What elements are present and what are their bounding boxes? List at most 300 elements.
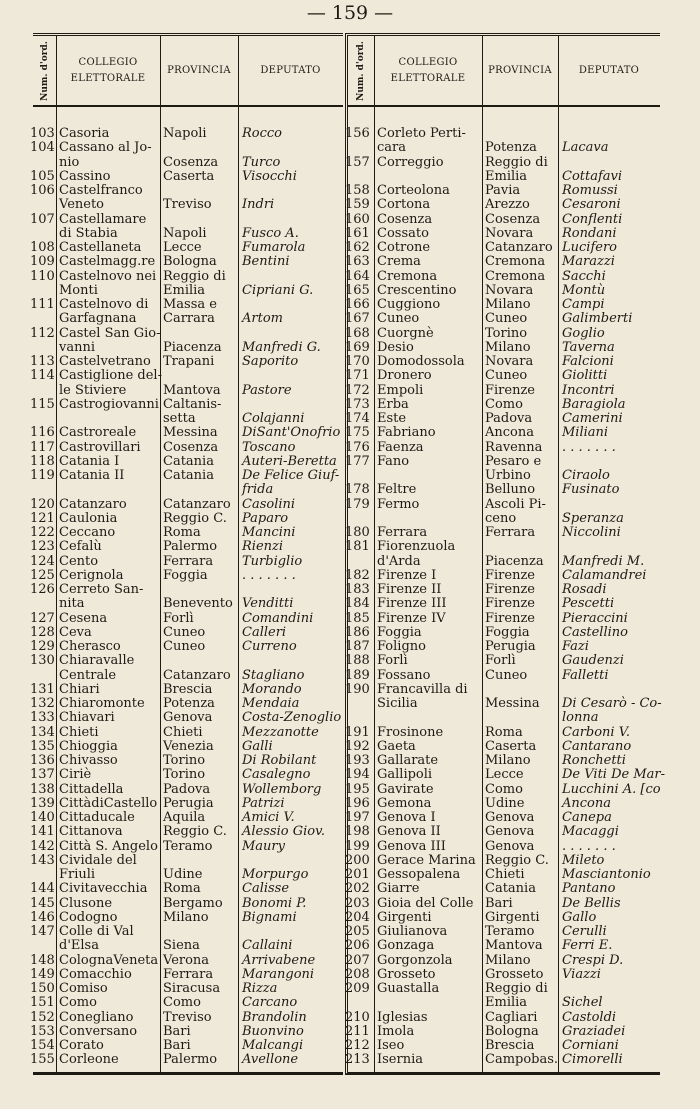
provincia-cell: Firenze [485, 567, 536, 583]
row-number: 147 [30, 924, 55, 939]
deputato-cell: Macaggi [562, 824, 619, 840]
deputato-cell: Lucifero [562, 240, 617, 255]
row-number: 143 [30, 852, 55, 868]
provincia-cell: Potenza [485, 140, 537, 156]
table-row [30, 439, 343, 455]
header-num: Num. d'ord. [39, 40, 50, 101]
header-num: Num. d'ord. [356, 40, 366, 101]
collegio-cell: Cento [59, 553, 99, 569]
table-row [345, 126, 660, 141]
collegio-cell: Firenze IV [377, 610, 446, 626]
deputato-cell: Indri [242, 197, 275, 213]
provincia-cell: Cremona [485, 254, 546, 270]
deputato-cell: Mileto [562, 852, 605, 868]
collegio-cell: Castrovillari [59, 439, 141, 455]
row-number: 131 [30, 681, 55, 697]
table-row [345, 425, 660, 441]
table-row [33, 156, 343, 170]
provincia-cell: Catania [163, 468, 214, 483]
row-number: 153 [30, 1023, 55, 1039]
collegio-cell: Correggio [377, 154, 444, 170]
row-number: 104 [30, 140, 55, 156]
row-number: 126 [30, 582, 55, 597]
table-row [345, 496, 660, 512]
table-row [345, 624, 660, 640]
row-number: 144 [30, 881, 55, 897]
table-row [30, 696, 343, 711]
row-number: 168 [345, 325, 370, 341]
provincia-cell: Messina [485, 696, 540, 711]
row-number: 203 [345, 895, 370, 911]
table-row [345, 938, 660, 954]
provincia-cell: Ferrara [163, 553, 214, 569]
provincia-cell: Genova [163, 710, 213, 726]
row-number: 141 [30, 824, 55, 840]
deputato-cell: Visocchi [242, 168, 297, 184]
deputato-cell: Graziadei [562, 1023, 626, 1039]
deputato-cell: Baragiola [562, 396, 626, 412]
collegio-cell: Cossato [377, 225, 429, 241]
deputato-cell: De Viti De Mar- [562, 767, 665, 783]
table-row [345, 824, 660, 840]
row-number: 124 [30, 553, 55, 569]
table-row [345, 197, 660, 213]
deputato-cell: Ferri E. [562, 938, 613, 954]
provincia-cell: Roma [485, 724, 523, 740]
header-deputato: DEPUTATO [260, 64, 321, 76]
collegio-cell: nita [59, 596, 85, 612]
provincia-cell: Reggio C. [485, 852, 549, 868]
table-row [33, 597, 343, 611]
table-row [33, 868, 343, 882]
collegio-cell: Friuli [59, 867, 96, 882]
deputato-cell: De Bellis [562, 895, 621, 911]
deputato-cell: Marazzi [562, 254, 615, 270]
deputato-cell: Turco [242, 154, 281, 170]
provincia-cell: Torino [163, 767, 206, 783]
deputato-cell: Calleri [242, 624, 287, 640]
deputato-cell: Artom [242, 311, 283, 327]
row-number: 125 [30, 567, 55, 583]
table-row [345, 1052, 660, 1068]
row-number: 183 [345, 582, 370, 597]
collegio-cell: Catania II [59, 468, 125, 483]
collegio-cell: Firenze II [377, 582, 442, 597]
provincia-cell: Firenze [485, 610, 536, 626]
row-number: 113 [30, 354, 55, 369]
provincia-cell: Palermo [163, 539, 218, 555]
provincia-cell: Firenze [485, 382, 536, 398]
collegio-cell: Girgenti [377, 909, 432, 925]
row-number: 162 [345, 240, 370, 255]
provincia-cell: Ascoli Pi- [485, 496, 546, 512]
deputato-cell: Curreno [242, 639, 297, 654]
table-row [30, 510, 343, 526]
right-rows [345, 126, 665, 1068]
provincia-cell: Roma [163, 881, 201, 897]
row-number: 118 [30, 453, 55, 469]
table-row [345, 225, 660, 241]
deputato-cell: Crespi D. [562, 952, 624, 968]
collegio-cell: Comiso [59, 981, 108, 996]
table-row [348, 469, 660, 483]
row-number: 112 [30, 325, 55, 341]
collegio-cell: Cherasco [59, 639, 121, 654]
row-number: 109 [30, 254, 55, 270]
deputato-cell: Ronchetti [562, 753, 626, 768]
row-number: 108 [30, 240, 55, 255]
row-number: 189 [345, 667, 370, 683]
table-row [30, 140, 343, 156]
deputato-cell: Conflenti [562, 211, 623, 227]
deputato-cell: Castoldi [562, 1009, 617, 1025]
deputato-cell: Bentini [242, 254, 290, 270]
row-number: 212 [345, 1038, 370, 1053]
provincia-cell: Siena [163, 938, 200, 954]
table-row [30, 168, 343, 184]
deputato-cell: Brandolin [242, 1009, 307, 1025]
table-row [345, 268, 660, 284]
deputato-cell: Stagliano [242, 667, 305, 683]
row-number: 138 [30, 781, 55, 797]
collegio-cell: Cassano al Jo- [59, 140, 152, 156]
table-row [30, 995, 343, 1011]
row-number: 123 [30, 539, 55, 555]
deputato-cell: Turbiglio [242, 553, 303, 569]
table-row [30, 738, 343, 754]
deputato-cell: frida [242, 482, 274, 498]
row-number: 161 [345, 225, 370, 241]
row-number: 192 [345, 738, 370, 754]
collegio-cell: Foggia [377, 624, 422, 640]
collegio-cell: di Stabia [59, 225, 118, 241]
deputato-cell: Calamandrei [562, 567, 647, 583]
row-number: 105 [30, 168, 55, 184]
table-row [345, 154, 660, 170]
collegio-cell: Imola [377, 1023, 415, 1039]
table-row [345, 525, 660, 540]
collegio-cell: Sicilia [377, 696, 418, 711]
deputato-cell: Montù [562, 282, 606, 298]
table-row [30, 624, 343, 640]
table-row [345, 354, 660, 369]
provincia-cell: Urbino [485, 468, 531, 483]
table-row [30, 881, 343, 897]
collegio-cell: Faenza [377, 439, 424, 455]
row-number: 140 [30, 810, 55, 825]
provincia-cell: Catania [485, 881, 536, 897]
collegio-cell: Genova II [377, 824, 441, 840]
deputato-cell: Casalegno [242, 767, 311, 783]
table-row [345, 254, 660, 270]
provincia-cell: Napoli [163, 225, 207, 241]
collegio-cell: cara [377, 140, 406, 156]
table-row [30, 1052, 343, 1068]
deputato-cell: Patrizi [242, 795, 285, 811]
table-row [30, 653, 343, 669]
deputato-cell: Falletti [562, 667, 609, 683]
provincia-cell: Como [485, 396, 523, 412]
row-number: 199 [345, 838, 370, 854]
collegio-cell: Civitavecchia [59, 881, 148, 897]
row-number: 115 [30, 396, 55, 412]
provincia-cell: Caltanis- [163, 396, 222, 412]
provincia-cell: Mantova [163, 382, 221, 398]
provincia-cell: Carrara [163, 311, 215, 327]
collegio-cell: Dronero [377, 368, 432, 384]
provincia-cell: Belluno [485, 482, 536, 498]
table-row [30, 753, 343, 768]
deputato-cell: Mezzanotte [242, 724, 319, 740]
deputato-cell: Wollemborg [242, 781, 322, 797]
collegio-cell: Grosseto [377, 966, 436, 982]
provincia-cell: Bari [163, 1023, 191, 1039]
deputato-cell: Goglio [562, 325, 605, 341]
provincia-cell: Novara [485, 225, 534, 241]
deputato-cell: Casolini [242, 496, 296, 512]
row-number: 186 [345, 624, 370, 640]
collegio-cell: Castelnovo nei [59, 268, 157, 284]
row-number: 133 [30, 710, 55, 726]
provincia-cell: Roma [163, 525, 201, 540]
collegio-cell: Fano [377, 453, 410, 469]
collegio-cell: Centrale [59, 667, 117, 683]
table-row [30, 425, 343, 441]
row-number: 170 [345, 354, 370, 369]
provincia-cell: Bergamo [163, 895, 223, 911]
provincia-cell: Cosenza [163, 154, 219, 170]
row-number: 159 [345, 197, 370, 213]
table-row [30, 781, 343, 797]
deputato-cell: Fusinato [562, 482, 620, 498]
collegio-cell: Castelvetrano [59, 354, 151, 369]
table-row [345, 368, 660, 384]
table-row [30, 852, 343, 868]
collegio-cell: Este [377, 411, 407, 426]
table-row [348, 697, 660, 711]
provincia-cell: Ferrara [485, 525, 536, 540]
provincia-cell: Milano [485, 297, 531, 312]
table-row [30, 183, 343, 198]
table-row [30, 567, 343, 583]
page-number: — 159 — [306, 2, 394, 24]
row-number: 150 [30, 981, 55, 996]
table-row [345, 482, 660, 498]
provincia-cell: Cosenza [163, 439, 219, 455]
deputato-cell: Arrivabene [242, 952, 316, 968]
deputato-cell: . . . . . . . [562, 838, 616, 854]
collegio-cell: Fossano [377, 667, 431, 683]
row-number: 184 [345, 596, 370, 612]
table-row [30, 396, 343, 412]
provincia-cell: ceno [485, 510, 517, 526]
row-number: 145 [30, 895, 55, 911]
provincia-cell: Reggio di [485, 154, 548, 170]
header-deputato: DEPUTATO [578, 64, 640, 76]
table-row [30, 297, 343, 312]
row-number: 154 [30, 1038, 55, 1053]
collegio-cell: Forlì [377, 653, 408, 669]
provincia-cell: Milano [485, 339, 531, 355]
provincia-cell: Cuneo [485, 368, 528, 384]
table-row [345, 382, 660, 398]
table-row [345, 881, 660, 897]
provincia-cell: Lecce [163, 240, 202, 255]
provincia-cell: Forlì [163, 610, 194, 626]
provincia-cell: Genova [485, 810, 535, 825]
collegio-cell: Cividale del [59, 852, 137, 868]
provincia-cell: Potenza [163, 696, 215, 711]
table-row [345, 311, 660, 327]
collegio-cell: Cuggiono [377, 297, 441, 312]
table-row [345, 610, 660, 626]
provincia-cell: Cremona [485, 268, 546, 284]
table-row [30, 724, 343, 740]
row-number: 211 [345, 1023, 370, 1039]
deputato-cell: Pastore [242, 382, 292, 398]
row-number: 151 [30, 995, 55, 1011]
deputato-cell: Rosadi [562, 582, 607, 597]
deputato-cell: Romussi [562, 183, 618, 198]
row-number: 132 [30, 696, 55, 711]
deputato-cell: Lucchini A. [co [562, 781, 661, 797]
row-number: 204 [345, 909, 370, 925]
row-number: 188 [345, 653, 370, 669]
deputato-cell: Di Cesarò - Co- [562, 696, 662, 711]
provincia-cell: Chieti [163, 724, 203, 740]
collegio-cell: Crescentino [377, 282, 457, 298]
provincia-cell: Cosenza [485, 211, 541, 227]
provincia-cell: Reggio di [163, 268, 226, 284]
deputato-cell: Manfredi M. [562, 553, 645, 569]
table-row [345, 724, 660, 740]
deputato-cell: Bonomi P. [242, 895, 307, 911]
row-number: 213 [345, 1052, 370, 1068]
row-number: 135 [30, 738, 55, 754]
deputato-cell: Saporito [242, 354, 299, 369]
table-row [345, 596, 660, 612]
collegio-cell: Monti [59, 282, 98, 298]
collegio-cell: Gaeta [377, 738, 416, 754]
table-row [30, 909, 343, 925]
deputato-cell: Mancini [242, 525, 296, 540]
provincia-cell: Ravenna [485, 439, 543, 455]
row-number: 206 [345, 938, 370, 954]
provincia-cell: Caserta [163, 168, 215, 184]
row-number: 130 [30, 653, 55, 669]
table-row [33, 384, 343, 398]
collegio-cell: Garfagnana [59, 311, 137, 327]
collegio-cell: Gavirate [377, 781, 434, 797]
provincia-cell: Torino [485, 325, 528, 341]
collegio-cell: vanni [59, 339, 95, 355]
row-number: 122 [30, 525, 55, 540]
table-row [30, 710, 343, 726]
row-number: 190 [345, 681, 370, 697]
provincia-cell: Bologna [485, 1023, 539, 1039]
deputato-cell: Toscano [242, 439, 296, 455]
deputato-cell: Speranza [562, 510, 624, 526]
table-row [30, 126, 343, 141]
provincia-cell: Ferrara [163, 966, 214, 982]
deputato-cell: Campi [562, 297, 605, 312]
table-row [345, 211, 660, 227]
table-row [348, 996, 660, 1010]
table-row [30, 368, 343, 384]
deputato-cell: Galimberti [562, 311, 633, 327]
table-row [30, 1038, 343, 1053]
provincia-cell: Treviso [163, 1009, 212, 1025]
deputato-cell: Giolitti [562, 368, 608, 384]
table-row [345, 1038, 660, 1053]
table-row [30, 981, 343, 996]
provincia-cell: Teramo [163, 838, 213, 854]
row-number: 200 [345, 852, 370, 868]
row-number: 172 [345, 382, 370, 398]
table-row [33, 312, 343, 326]
collegio-cell: Chiari [59, 681, 100, 697]
provincia-cell: Padova [485, 411, 533, 426]
provincia-cell: Aquila [163, 810, 206, 825]
table-row [345, 411, 660, 426]
deputato-cell: Cimorelli [562, 1052, 623, 1068]
provincia-cell: Genova [485, 824, 535, 840]
table-row [30, 681, 343, 697]
provincia-cell: Firenze [485, 582, 536, 597]
header-collegio: COLLEGIO ELETTORALE [70, 56, 146, 84]
row-number: 121 [30, 510, 55, 526]
collegio-cell: Firenze I [377, 567, 437, 583]
table-row [345, 339, 660, 355]
deputato-cell: Camerini [562, 411, 623, 426]
collegio-cell: Chiaravalle [59, 653, 135, 669]
provincia-cell: Palermo [163, 1052, 218, 1068]
deputato-cell: Venditti [242, 596, 294, 612]
collegio-cell: Castelfranco [59, 183, 143, 198]
deputato-cell: Fazi [562, 639, 589, 654]
table-row [30, 824, 343, 840]
collegio-cell: Como [59, 995, 97, 1011]
provincia-cell: Novara [485, 354, 534, 369]
collegio-cell: Ferrara [377, 525, 428, 540]
collegio-cell: Castelmagg.re [59, 254, 156, 270]
collegio-cell: Cerignola [59, 567, 124, 583]
provincia-cell: Pesaro e [485, 453, 542, 469]
row-number: 180 [345, 525, 370, 540]
provincia-cell: Benevento [163, 596, 233, 612]
table-row [345, 1023, 660, 1039]
collegio-cell: Giulianova [377, 924, 448, 939]
row-number: 146 [30, 909, 55, 925]
table-row [345, 909, 660, 925]
collegio-cell: Clusone [59, 895, 113, 911]
collegio-cell: Fermo [377, 496, 420, 512]
table-row [345, 981, 660, 996]
table-row [345, 667, 660, 683]
deputato-cell: Cerulli [562, 924, 607, 939]
deputato-cell: . . . . . . . [242, 567, 296, 583]
provincia-cell: Reggio di [485, 981, 548, 996]
collegio-cell: Castellaneta [59, 240, 142, 255]
collegio-cell: Erba [377, 396, 409, 412]
table-row [30, 496, 343, 512]
row-number: 103 [30, 126, 55, 141]
collegio-cell: Castiglione del- [59, 368, 162, 384]
provincia-cell: Milano [485, 753, 531, 768]
provincia-cell: Bari [163, 1038, 191, 1053]
table-row [345, 810, 660, 825]
row-number: 155 [30, 1052, 55, 1068]
